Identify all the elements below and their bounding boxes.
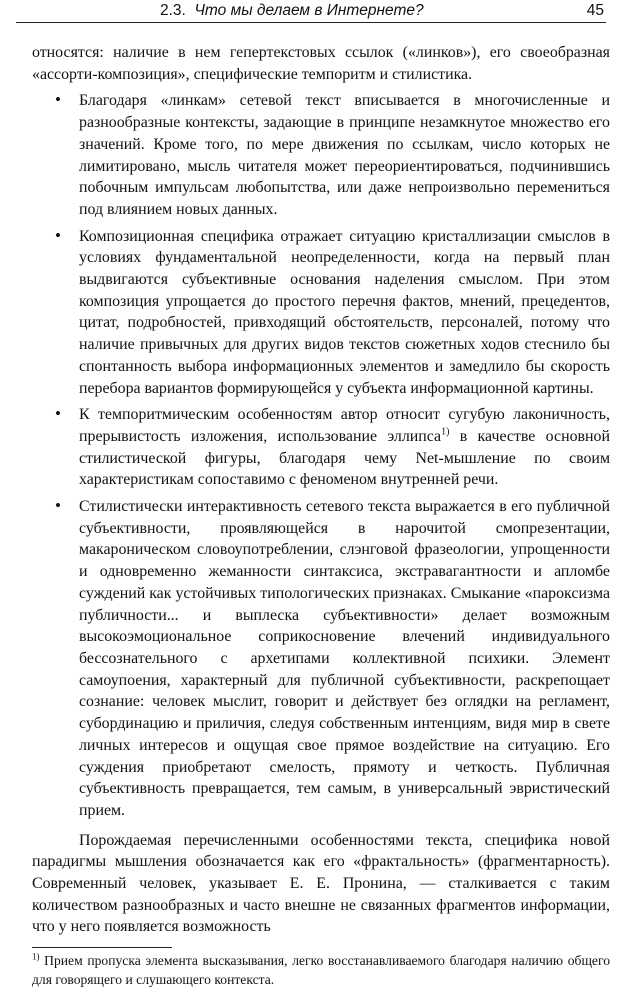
list-item <box>32 90 610 220</box>
list-item-text: К темпоритмическим особенностям автор относит сугубую лаконичность, прерывистость изложения, использование эллипса <box>79 406 610 445</box>
intro-paragraph: относятся: наличие в нем гепертекстовых ссылок («линков»), его своеобразная «ассорти-композиция», специфические темпоритм и стилистика. <box>32 44 610 83</box>
bullet-icon: • <box>55 404 61 424</box>
page-number: 45 <box>586 2 604 19</box>
footnote-marker: 1) <box>32 951 40 962</box>
bullet-icon: • <box>55 225 61 245</box>
bullet-list <box>32 90 610 821</box>
section-title: Что мы делаем в Интернете? <box>194 2 424 19</box>
list-item-text: Стилистически интерактивность сетевого текста выражается в его публичной субъективности, проявляющейся в нарочитой смопрезентации, макароническом словоупотреблении, слэнговой фразеологии, упрощенности и одновременно жеманности синтаксиса, экстравагантности и апломбе суждений как устойчивых типологических признаках. Смыкание «пароксизма публичности... и выплеска субъективности» делает возможным высокоэмоциональное соприкосновение влечений индивидуального бессознательного с архетипами коллективной психики. Элемент самоупоения, характерный для публичной субъективности, раскрепощает сознание: человек мыслит, говорит и действует без оглядки на регламент, субординацию и приличия, следуя собственным интенциям, видя мир в свете личных интересов и ощущая свое прямое воздействие на ситуацию. Его суждения приобретают смелость, прямоту и четкость. Публичная субъективность превращается, тем самым, в универсальный эвристический прием. <box>79 498 610 819</box>
footnote <box>32 951 610 989</box>
list-item-text-continued: в качестве основной стилистической фигуры, благодаря чему Net-мышление по своим характеристикам сопоставимо с феноменом внутренней речи. <box>79 427 610 489</box>
list-item-text: Композиционная специфика отражает ситуацию кристаллизации смыслов в условиях фундаментальной неопределенности, когда на первый план выдвигаются субъективные основания наделения смыслом. При этом композиция упрощается до простого перечня фактов, мнений, прецедентов, цитат, подробностей, привходящий обстоятельств, персоналей, потому что наличие привычных для других видов текстов сюжетных ходов стеснило бы спонтанность выбора информационных элементов и замедлило бы скорость перебора вариантов формирующейся у субъекта информационной картины. <box>79 227 610 397</box>
bullet-icon: • <box>55 90 61 110</box>
running-head <box>0 0 620 22</box>
footnote-text: Прием пропуска элемента высказывания, легко восстанавливаемого благодаря наличию общего для говорящего и слушающего контекста. <box>32 953 610 987</box>
closing-paragraph: Порождаемая перечисленными особенностями текста, специфика новой парадигмы мышления обозначается как его «фрактальность» (фрагментарность). Современный человек, указывает Е. Е. Пронина, — сталкивается с таким количеством разнообразных и часто внешне не связанных фрагментов информации, что у него появляется возможность <box>32 831 610 936</box>
footnote-reference: 1) <box>441 426 450 438</box>
list-item <box>32 496 610 822</box>
section-heading <box>160 2 424 20</box>
section-number: 2.3. <box>160 2 186 19</box>
list-item <box>32 404 610 491</box>
header-rule <box>16 22 606 23</box>
bullet-icon: • <box>55 496 61 516</box>
list-item <box>32 226 610 400</box>
main-text <box>32 42 610 938</box>
list-item-text: Благодаря «линкам» сетевой текст вписывается в многочисленные и разнообразные контексты, задающие в принципе незамкнутое множество его значений. Кроме того, по мере движения по ссылкам, число которых не лимитировано, мысль читателя может переориентироваться, подчинившись побочным импульсам любопытства, или даже непроизвольно перемениться под влиянием новых данных. <box>79 92 610 218</box>
footnote-rule <box>32 947 172 948</box>
